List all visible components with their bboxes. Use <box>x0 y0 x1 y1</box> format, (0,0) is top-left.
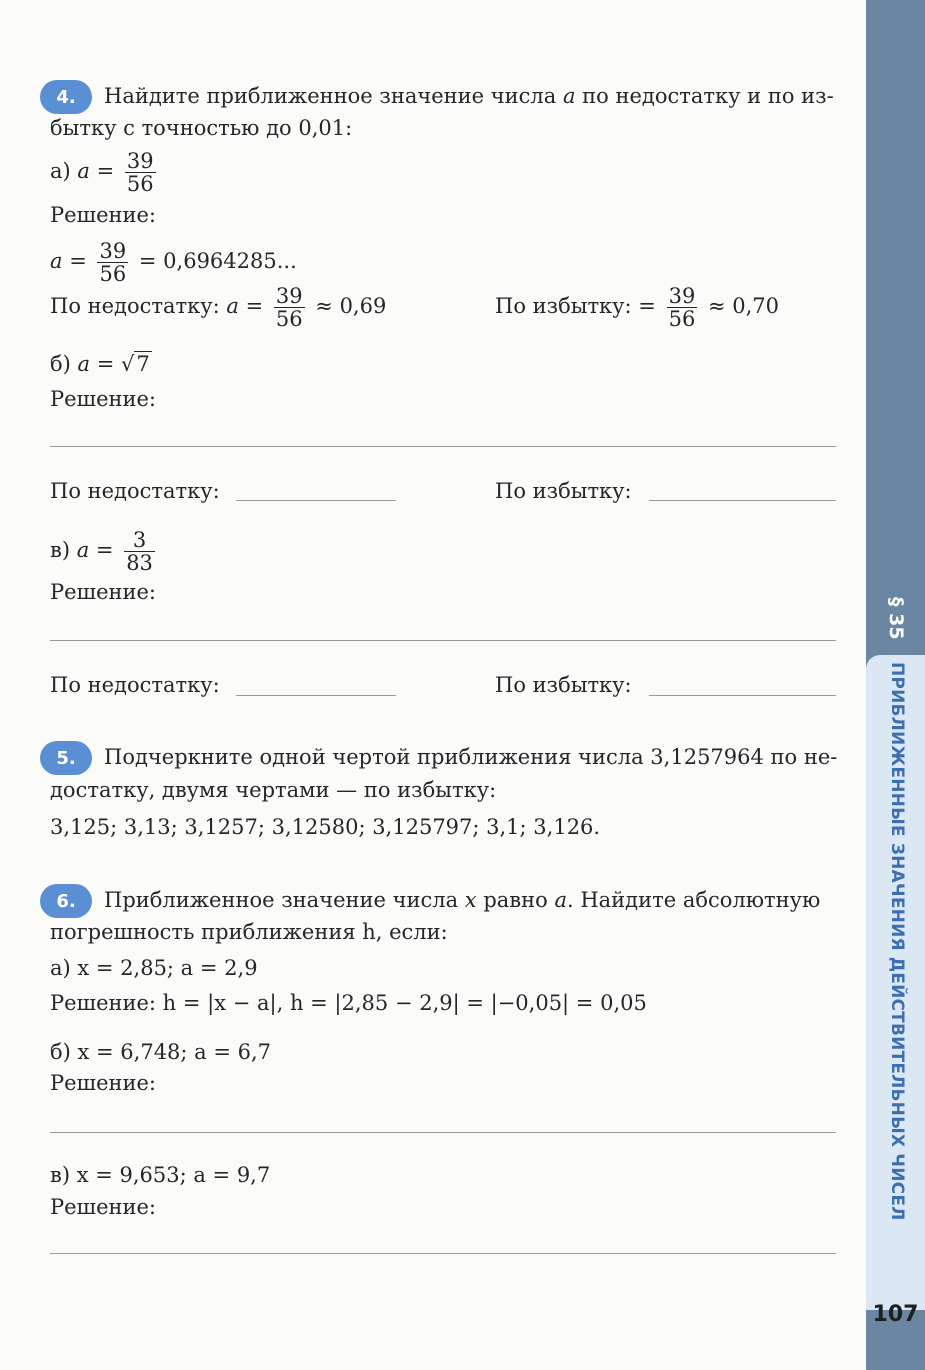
task-4c-item: в) a = $\frac{3}{83}$ <box>50 528 153 576</box>
fraction: $\frac{39}{56}$ <box>126 149 154 197</box>
task-4a-high: По избытку: = $\frac{39}{56}$ ≈ 0,70 <box>495 284 780 332</box>
answer-blank <box>236 695 396 696</box>
task-4-text-line2: бытку с точностью до 0,01: <box>50 116 353 140</box>
fraction: $\frac{39}{56}$ <box>99 239 127 287</box>
answer-line <box>50 1132 836 1133</box>
task-4b-solution-label: Решение: <box>50 387 157 411</box>
task-6b-solution-label: Решение: <box>50 1071 157 1095</box>
fraction: $\frac{3}{83}$ <box>126 528 153 576</box>
fraction: $\frac{39}{56}$ <box>275 284 303 332</box>
task-4a-item: а) a = $\frac{39}{56}$ <box>50 149 154 197</box>
task-4c-low-label: По недостатку: <box>50 673 220 697</box>
task-5-values: 3,125; 3,13; 3,1257; 3,12580; 3,125797; 3,1; 3,126. <box>50 815 601 839</box>
task-6-badge: 6. <box>40 884 92 918</box>
task-4b-low-label: По недостатку: <box>50 479 220 503</box>
task-6b-item: б) x = 6,748; a = 6,7 <box>50 1040 272 1064</box>
task-4-text-line1: Найдите приближенное значение числа a по недостатку и по из- <box>104 84 834 108</box>
answer-blank <box>649 500 836 501</box>
page-number: 107 <box>872 1302 919 1327</box>
task-4a-solution: a = $\frac{39}{56}$ = 0,6964285... <box>50 239 297 287</box>
answer-blank <box>649 695 836 696</box>
answer-line <box>50 446 836 447</box>
task-6a-item: а) x = 2,85; a = 2,9 <box>50 956 258 980</box>
task-6-text-line1: Приближенное значение числа x равно a. Найдите абсолютную <box>104 888 821 912</box>
fraction: $\frac{39}{56}$ <box>668 284 696 332</box>
task-4-badge: 4. <box>40 80 92 114</box>
answer-blank <box>236 500 396 501</box>
task-5-badge: 5. <box>40 741 92 775</box>
task-4b-item: б) a = √7 <box>50 352 150 376</box>
task-5-text-line2: достатку, двумя чертами — по избытку: <box>50 778 497 802</box>
section-number: § 35 <box>885 597 907 640</box>
square-root: √7 <box>121 352 150 376</box>
section-title: ПРИБЛИЖЕННЫЕ ЗНАЧЕНИЯ ДЕЙСТВИТЕЛЬНЫХ ЧИСЕЛ <box>887 662 907 1221</box>
task-6c-item: в) x = 9,653; a = 9,7 <box>50 1163 271 1187</box>
task-6-text-line2: погрешность приближения h, если: <box>50 920 448 944</box>
task-4a-solution-label: Решение: <box>50 203 157 227</box>
task-6c-solution-label: Решение: <box>50 1195 157 1219</box>
task-4a-low: По недостатку: a = $\frac{39}{56}$ ≈ 0,69 <box>50 284 387 332</box>
task-4c-solution-label: Решение: <box>50 580 157 604</box>
answer-line <box>50 640 836 641</box>
task-5-text-line1: Подчеркните одной чертой приближения числа 3,1257964 по не- <box>104 745 838 769</box>
task-4c-high-label: По избытку: <box>495 673 632 697</box>
task-6a-solution: Решение: h = |x − a|, h = |2,85 − 2,9| = |−0,05| = 0,05 <box>50 991 647 1015</box>
answer-line <box>50 1253 836 1254</box>
task-4b-high-label: По избытку: <box>495 479 632 503</box>
